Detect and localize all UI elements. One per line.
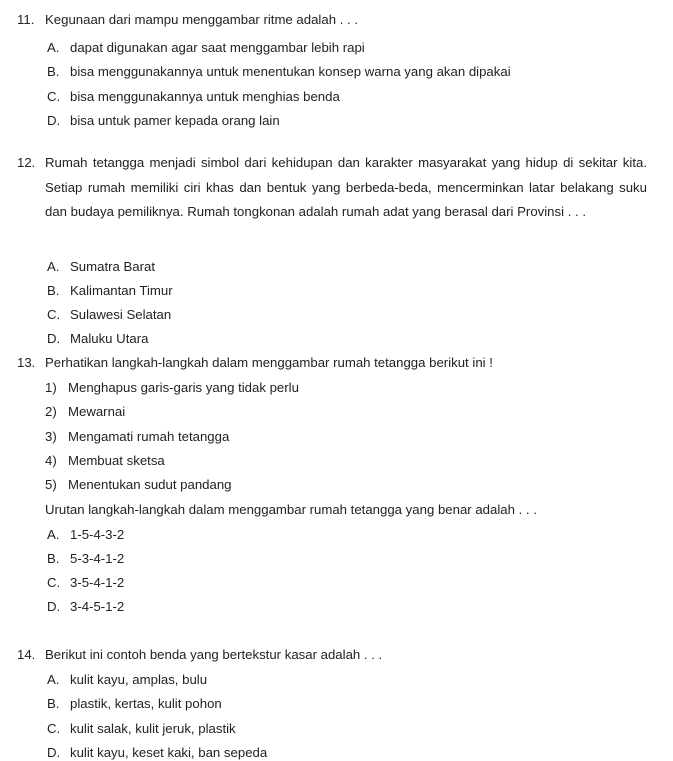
option-text: dapat digunakan agar saat menggambar lebih rapi: [70, 40, 365, 55]
option-text: 3-4-5-1-2: [70, 599, 125, 614]
option-letter: C.: [47, 575, 61, 590]
option-text: Kalimantan Timur: [70, 283, 173, 298]
step-text: Membuat sketsa: [68, 453, 165, 468]
option-text: plastik, kertas, kulit pohon: [70, 696, 222, 711]
option-letter: D.: [47, 599, 61, 614]
option-text: 5-3-4-1-2: [70, 551, 125, 566]
question-text: Kegunaan dari mampu menggambar ritme adalah . . .: [45, 12, 359, 27]
step-number: 5): [45, 477, 57, 492]
step-number: 3): [45, 429, 57, 444]
question-number: 11.: [17, 12, 35, 27]
option-letter: C.: [47, 721, 61, 736]
option-text: bisa menggunakannya untuk menghias benda: [70, 89, 340, 104]
option-text: 1-5-4-3-2: [70, 527, 125, 542]
question-number: 13.: [17, 355, 36, 370]
question-12: [17, 155, 647, 225]
option-text: kulit kayu, amplas, bulu: [70, 672, 208, 687]
option-letter: B.: [47, 696, 60, 711]
question-11: [17, 12, 647, 28]
option-letter: A.: [47, 672, 60, 687]
option-text: kulit kayu, keset kaki, ban sepeda: [70, 745, 268, 760]
step-text: Mengamati rumah tetangga: [68, 429, 230, 444]
step-text: Menghapus garis-garis yang tidak perlu: [68, 380, 299, 395]
option-letter: B.: [47, 283, 60, 298]
question-text: Perhatikan langkah-langkah dalam menggambar rumah tetangga berikut ini !: [45, 355, 493, 370]
question-number: 14.: [17, 647, 36, 662]
step-number: 4): [45, 453, 57, 468]
question-text: Berikut ini contoh benda yang bertekstur kasar adalah . . .: [45, 647, 383, 662]
step-text: Menentukan sudut pandang: [68, 477, 232, 492]
option-letter: B.: [47, 551, 60, 566]
subquestion-text: Urutan langkah-langkah dalam menggambar rumah tetangga yang benar adalah . . .: [45, 502, 537, 517]
option-letter: A.: [47, 259, 60, 274]
option-text: bisa menggunakannya untuk menentukan konsep warna yang akan dipakai: [70, 64, 511, 79]
option-letter: D.: [47, 113, 61, 128]
question-number: 12.: [17, 155, 36, 170]
option-text: bisa untuk pamer kepada orang lain: [70, 113, 280, 128]
question-14: [17, 647, 647, 663]
option-letter: B.: [47, 64, 60, 79]
option-text: 3-5-4-1-2: [70, 575, 125, 590]
option-letter: A.: [47, 40, 60, 55]
question-text: Rumah tetangga menjadi simbol dari kehidupan dan karakter masyarakat yang hidup di sekitar kita. Setiap rumah memiliki ciri khas dan bentuk yang berbeda-beda, mencerminkan latar belakang suku dan budaya pemiliknya. Rumah tongkonan adalah rumah adat yang berasal dari Provinsi . . .: [45, 155, 647, 219]
option-text: Sulawesi Selatan: [70, 307, 172, 322]
step-text: Mewarnai: [68, 404, 126, 419]
option-letter: D.: [47, 331, 61, 346]
step-number: 1): [45, 380, 57, 395]
question-13: [17, 355, 647, 371]
option-letter: A.: [47, 527, 60, 542]
option-text: Maluku Utara: [70, 331, 149, 346]
option-text: kulit salak, kulit jeruk, plastik: [70, 721, 236, 736]
step-number: 2): [45, 404, 57, 419]
option-letter: D.: [47, 745, 61, 760]
option-letter: C.: [47, 89, 61, 104]
option-text: Sumatra Barat: [70, 259, 156, 274]
option-letter: C.: [47, 307, 61, 322]
